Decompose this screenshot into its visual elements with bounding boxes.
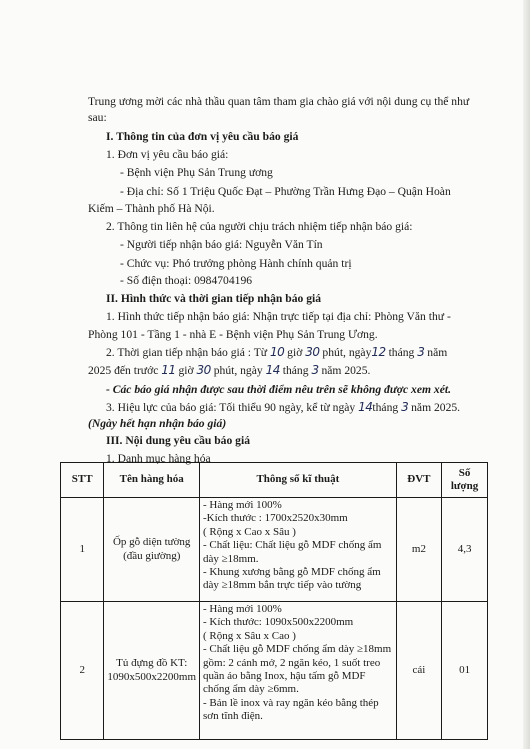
start-month-handwritten: 3 — [417, 345, 425, 359]
month-word: tháng — [372, 401, 399, 414]
table-header-row — [61, 463, 488, 498]
contact-label: 2. Thông tin liên hệ của người chịu trách nhiệm tiếp nhận báo giá: — [106, 220, 413, 233]
month-word: tháng — [282, 364, 309, 377]
minute-day-word: phút, ngày — [322, 346, 372, 359]
requester-address-2: Kiếm – Thành phố Hà Nội. — [88, 202, 215, 215]
year-text: năm 2025. — [411, 401, 461, 414]
end-minute-handwritten: 30 — [196, 363, 211, 377]
row-qty: 01 — [442, 602, 488, 740]
row-unit: cái — [396, 602, 441, 740]
start-minute-handwritten: 30 — [305, 345, 320, 359]
section-3-heading: III. Nội dung yêu cầu báo giá — [106, 434, 250, 447]
header-unit: ĐVT — [396, 463, 441, 498]
header-name: Tên hàng hóa — [104, 463, 200, 498]
goods-list-label: 1. Danh mục hàng hóa — [106, 452, 211, 465]
receive-method-2: Phòng 101 - Tầng 1 - nhà E - Bệnh viện Phụ Sản Trung Ương. — [88, 328, 378, 341]
requester-address-1: - Địa chỉ: Số 1 Triệu Quốc Đạt – Phường Trần Hưng Đạo – Quận Hoàn — [120, 185, 451, 198]
spec-line: -Kích thước : 1700x2520x30mm — [203, 512, 348, 525]
deadline-text: 2025 đến trước — [88, 364, 159, 377]
contact-position: - Chức vụ: Phó trưởng phòng Hành chính quản trị — [120, 257, 352, 270]
start-hour-handwritten: 10 — [269, 345, 285, 359]
late-quote-notice: - Các báo giá nhận được sau thời điểm nêu trên sẽ không được xem xét. — [106, 383, 451, 396]
page-edge-shadow — [523, 0, 530, 749]
contact-person: - Người tiếp nhận báo giá: Nguyễn Văn Tín — [120, 238, 323, 251]
spec-line: - Khung xương bằng gỗ MDF chống ẩm dày ≥18mm bắn trực tiếp vào tường — [203, 566, 381, 592]
hour-word: giờ — [287, 346, 303, 359]
spec-line: - Chất liệu gỗ MDF chống ẩm dày ≥18mm gồm: 2 cánh mở, 2 ngăn kéo, 1 suốt treo quần áo bằng Inox, hậu tấm gỗ MDF chống ẩm dày ≥6mm. — [203, 643, 392, 696]
spec-line: - Hàng mới 100% — [203, 603, 282, 615]
row-spec — [200, 498, 397, 602]
minute-day-word: phút, ngày — [213, 364, 263, 377]
end-hour-handwritten: 11 — [161, 363, 176, 377]
receive-time-text: 2. Thời gian tiếp nhận báo giá : Từ — [106, 346, 268, 359]
start-day-handwritten: 12 — [371, 345, 386, 359]
header-qty: Số lượng — [442, 463, 488, 498]
expiry-note: (Ngày hết hạn nhận báo giá) — [88, 417, 227, 430]
section-2-heading: II. Hình thức và thời gian tiếp nhận báo giá — [106, 292, 322, 305]
row-name: Tủ đựng đồ KT: 1090x500x2200mm — [104, 602, 200, 740]
row-stt: 2 — [61, 602, 104, 740]
spec-line: - Hàng mới 100% — [203, 499, 282, 511]
year-word: năm — [427, 346, 448, 359]
section-1-heading: I. Thông tin của đơn vị yêu cầu báo giá — [106, 130, 299, 143]
intro-line-1: Trung ương mời các nhà thầu quan tâm tham gia chào giá với nội dung cụ thể như — [88, 95, 470, 108]
requester-name: - Bệnh viện Phụ Sản Trung ương — [120, 166, 273, 179]
row-spec — [200, 602, 397, 740]
intro-line-2: sau: — [88, 111, 107, 124]
spec-line: ( Rộng x Cao x Sâu ) — [203, 525, 296, 538]
receive-method-1: 1. Hình thức tiếp nhận báo giá: Nhận trực tiếp tại địa chỉ: Phòng Văn thư - — [106, 310, 451, 323]
table-row — [61, 498, 488, 602]
year-text: năm 2025. — [321, 364, 371, 377]
row-stt: 1 — [61, 498, 104, 602]
header-spec: Thông số kĩ thuật — [200, 463, 397, 498]
month-word: tháng — [388, 346, 415, 359]
row-name: Ốp gỗ diện tường (đầu giường) — [104, 498, 200, 602]
receive-time-line-1 — [106, 345, 447, 360]
spec-line: ( Rộng x Sâu x Cao ) — [203, 629, 296, 642]
row-qty: 4,3 — [442, 498, 488, 602]
validity-text: 3. Hiệu lực của báo giá: Tối thiểu 90 ngày, kể từ ngày — [106, 401, 356, 414]
goods-table — [60, 462, 488, 740]
spec-line: - Kích thước: 1090x500x2200mm — [203, 616, 354, 629]
valid-day-handwritten: 14 — [358, 400, 373, 414]
end-month-handwritten: 3 — [311, 363, 319, 377]
contact-phone: - Số điện thoại: 0984704196 — [120, 274, 253, 287]
row-unit: m2 — [396, 498, 441, 602]
spec-line: - Chất liệu: Chất liệu gỗ MDF chống ẩm dày ≥18mm. — [203, 539, 382, 565]
header-stt: STT — [61, 463, 104, 498]
spec-line: - Bản lề inox và ray ngăn kéo bằng thép sơn tĩnh điện. — [203, 696, 379, 723]
receive-time-line-2 — [88, 363, 370, 378]
hour-word: giờ — [178, 364, 194, 377]
quote-validity-line — [106, 400, 460, 415]
requester-label: 1. Đơn vị yêu cầu báo giá: — [106, 148, 229, 161]
table-row — [61, 602, 488, 740]
valid-month-handwritten: 3 — [401, 400, 409, 414]
end-day-handwritten: 14 — [265, 363, 280, 377]
